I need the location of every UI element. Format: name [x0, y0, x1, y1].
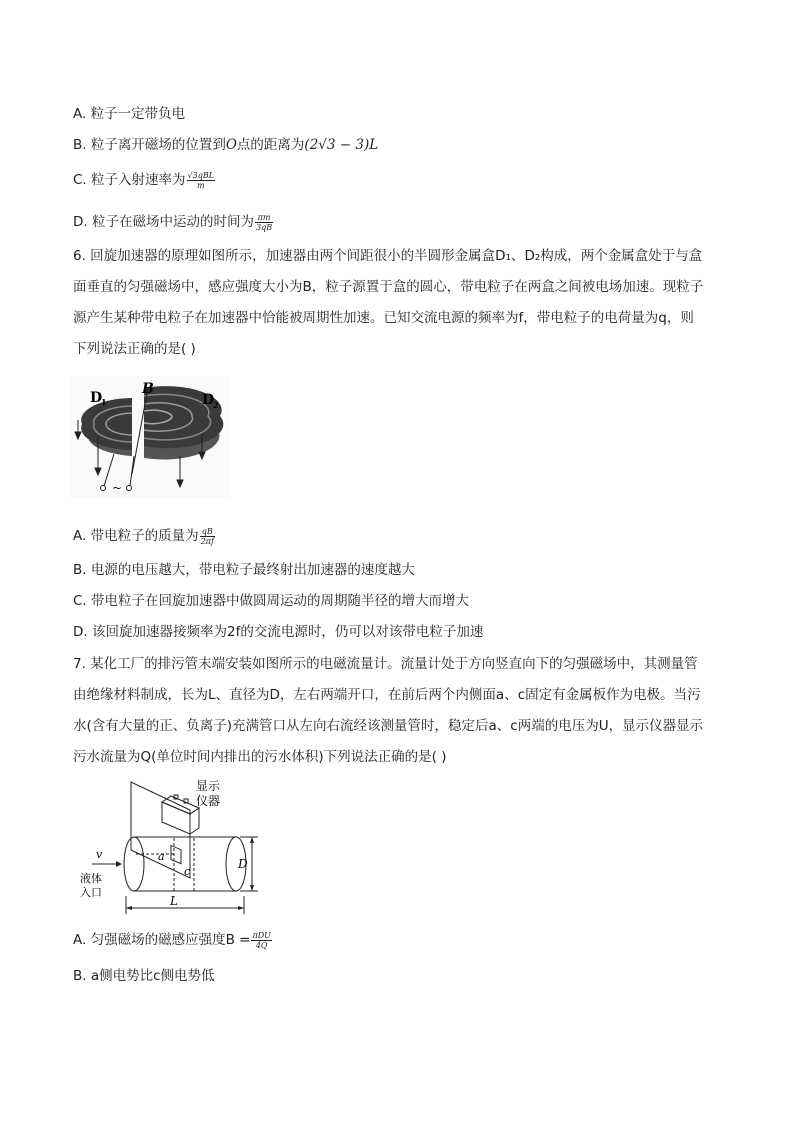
- label-electrode-c: c: [184, 865, 191, 878]
- q7-option-b: [73, 966, 215, 986]
- q5-option-d-fraction: [255, 213, 273, 232]
- q6-option-b: [73, 560, 415, 580]
- label-inlet-line2: 入口: [80, 886, 102, 899]
- label-d1-sub: 1: [101, 397, 107, 407]
- q7-option-a-text: A. 匀强磁场的磁感应强度B =: [73, 932, 251, 948]
- q6-stem-line-1: 6. 回旋加速器的原理如图所示，加速器由两个间距很小的半圆形金属盒D₁、D₂构成，两个金属盒处于与盒: [73, 248, 703, 264]
- q6-stem: [73, 241, 721, 365]
- label-diameter: D: [238, 857, 248, 871]
- q6-option-c: [73, 591, 469, 611]
- q6-option-b-text: B. 电源的电压越大，带电粒子最终射出加速器的速度越大: [73, 562, 415, 578]
- q7-stem-line-3: 水(含有大量的正、负离子)充满管口从左向右流经该测量管时，稳定后a、c两端的电压为U，显示仪器显示: [73, 718, 704, 734]
- label-d2: D: [202, 392, 215, 408]
- label-velocity: v: [96, 848, 103, 861]
- q7-option-a-fraction: [251, 931, 271, 950]
- q6-option-a-den: 2πf: [200, 536, 214, 546]
- q7-option-a: [73, 930, 273, 950]
- label-d2-sub: 2: [213, 400, 219, 410]
- q5-option-c: [73, 170, 216, 190]
- q7-option-a-den: 4Q: [255, 940, 268, 950]
- q5-option-c-text: C. 粒子入射速率为: [73, 172, 186, 188]
- ac-source-symbol: ~: [112, 481, 123, 495]
- q5-option-b-mid: 点的距离为: [236, 137, 305, 153]
- q6-option-d-text: D. 该回旋加速器接频率为2f的交流电源时，仍可以对该带电粒子加速: [73, 624, 484, 640]
- label-d1: D: [90, 390, 103, 406]
- q5-option-d-den: 3qB: [255, 222, 273, 232]
- q5-option-d-num: πm: [255, 213, 273, 223]
- q7-stem-line-2: 由绝缘材料制成，长为L、直径为D，左右两端开口，在前后两个内侧面a、c固定有金属板作为电极。当污: [73, 687, 701, 703]
- label-electrode-a: a: [158, 850, 165, 863]
- label-display-line1: 显示: [196, 779, 221, 793]
- q5-option-d-text: D. 粒子在磁场中运动的时间为: [73, 214, 254, 230]
- q5-option-b-point: O: [225, 137, 237, 153]
- q6-option-a-num: qB: [200, 527, 215, 537]
- label-display-line2: 仪器: [196, 794, 221, 808]
- q5-option-a: [73, 104, 185, 124]
- q7-stem-line-4: 污水流量为Q(单位时间内排出的污水体积)下列说法正确的是( ): [73, 749, 447, 765]
- q7-option-b-text: B. a侧电势比c侧电势低: [73, 968, 215, 984]
- q5-option-b: [73, 135, 378, 155]
- q7-option-a-num: πDU: [252, 930, 271, 940]
- q6-stem-line-3: 源产生某种带电粒子在加速器中恰能被周期性加速。已知交流电源的频率为f，带电粒子的电荷量为q，则: [73, 310, 694, 326]
- q5-option-b-text: B. 粒子离开磁场的位置到: [73, 137, 226, 153]
- label-b-field: B: [142, 381, 154, 397]
- q5-option-c-num: √3qBL: [187, 170, 215, 180]
- label-inlet-line1: 液体: [80, 872, 102, 885]
- q6-option-d: [73, 622, 483, 642]
- q5-option-b-expr: (2√3 − 3)L: [304, 137, 379, 153]
- q6-option-c-text: C. 带电粒子在回旋加速器中做圆周运动的周期随半径的增大而增大: [73, 593, 470, 609]
- flowmeter-figure: [78, 778, 258, 916]
- cyclotron-figure: [70, 376, 230, 498]
- q5-option-c-den: m: [196, 180, 205, 190]
- q6-option-a-fraction: [200, 527, 215, 546]
- q7-stem-line-1: 7. 某化工厂的排污管末端安装如图所示的电磁流量计。流量计处于方向竖直向下的匀强磁场中，其测量管: [73, 656, 698, 672]
- q5-option-d: [73, 212, 274, 232]
- q5-option-c-fraction: [187, 171, 216, 190]
- q6-stem-line-2: 面垂直的匀强磁场中，感应强度大小为B，粒子源置于盒的圆心，带电粒子在两盒之间被电场加速。现粒子: [73, 279, 704, 295]
- q6-option-a-text: A. 带电粒子的质量为: [73, 528, 199, 544]
- label-length: L: [170, 894, 178, 908]
- q7-stem: [73, 649, 721, 773]
- q6-stem-line-4: 下列说法正确的是( ): [73, 341, 196, 357]
- q5-option-a-text: A. 粒子一定带负电: [73, 106, 186, 122]
- q6-option-a: [73, 526, 216, 546]
